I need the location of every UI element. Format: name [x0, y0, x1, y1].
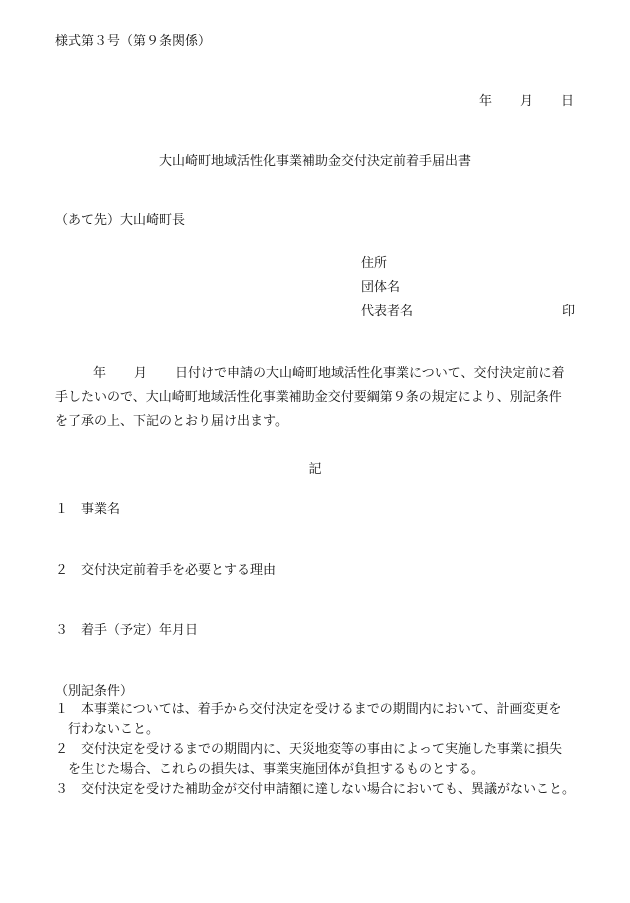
form-number: 様式第３号（第９条関係） — [55, 34, 212, 49]
item-start-date — [55, 624, 198, 637]
date-day: 日 — [560, 94, 574, 109]
document-title: 大山崎町地域活性化事業補助金交付決定前着手届出書 — [158, 154, 471, 169]
condition-number: ３ — [55, 782, 69, 797]
condition-text: 交付決定を受けるまでの期間内に、天災地変等の事由によって実施した事業に損失 — [81, 742, 563, 757]
applicant-address-label: 住所 — [361, 256, 388, 271]
condition-item — [55, 780, 580, 800]
item-project-name — [55, 503, 120, 516]
conditions-heading: （別記条件） — [55, 684, 134, 699]
item-number: ３ — [55, 623, 69, 638]
condition-item — [55, 740, 580, 780]
body-line-1-text: 日付けで申請の大山崎町地域活性化事業について、交付決定前に着 — [175, 366, 565, 381]
condition-text-continued: 行わないこと。 — [68, 722, 160, 737]
body-year: 年 — [93, 366, 107, 381]
notification-body — [55, 362, 577, 434]
applicant-group-name-label: 団体名 — [361, 280, 401, 295]
date-year: 年 — [478, 94, 492, 109]
date-month: 月 — [519, 94, 533, 109]
condition-number: ２ — [55, 742, 69, 757]
applicant-representative-row — [361, 305, 575, 318]
item-label: 交付決定前着手を必要とする理由 — [81, 563, 277, 578]
condition-text: 本事業については、着手から交付決定を受けるまでの期間内において、計画変更を — [81, 702, 562, 717]
representative-label: 代表者名 — [361, 304, 414, 319]
item-number: １ — [55, 502, 69, 517]
body-line-1 — [55, 362, 577, 386]
body-month: 月 — [134, 366, 148, 381]
condition-text: 交付決定を受けた補助金が交付申請額に達しない場合においても、異議がないこと。 — [81, 782, 576, 797]
item-reason — [55, 564, 276, 577]
item-label: 事業名 — [81, 502, 121, 517]
item-label: 着手（予定）年月日 — [81, 623, 199, 638]
body-line-3: を了承の上、下記のとおり届け出ます。 — [55, 414, 288, 429]
addressee: （あて先）大山崎町長 — [55, 213, 186, 228]
condition-item — [55, 700, 580, 740]
ki-heading: 記 — [308, 462, 322, 477]
seal-mark: 印 — [561, 304, 575, 319]
condition-number: １ — [55, 702, 69, 717]
item-number: ２ — [55, 563, 69, 578]
submission-date — [479, 95, 574, 108]
condition-text-continued: を生じた場合、これらの損失は、事業実施団体が負担するものとする。 — [68, 762, 485, 777]
body-line-2: 手したいので、大山崎町地域活性化事業補助金交付要綱第９条の規定により、別記条件 — [55, 390, 562, 405]
